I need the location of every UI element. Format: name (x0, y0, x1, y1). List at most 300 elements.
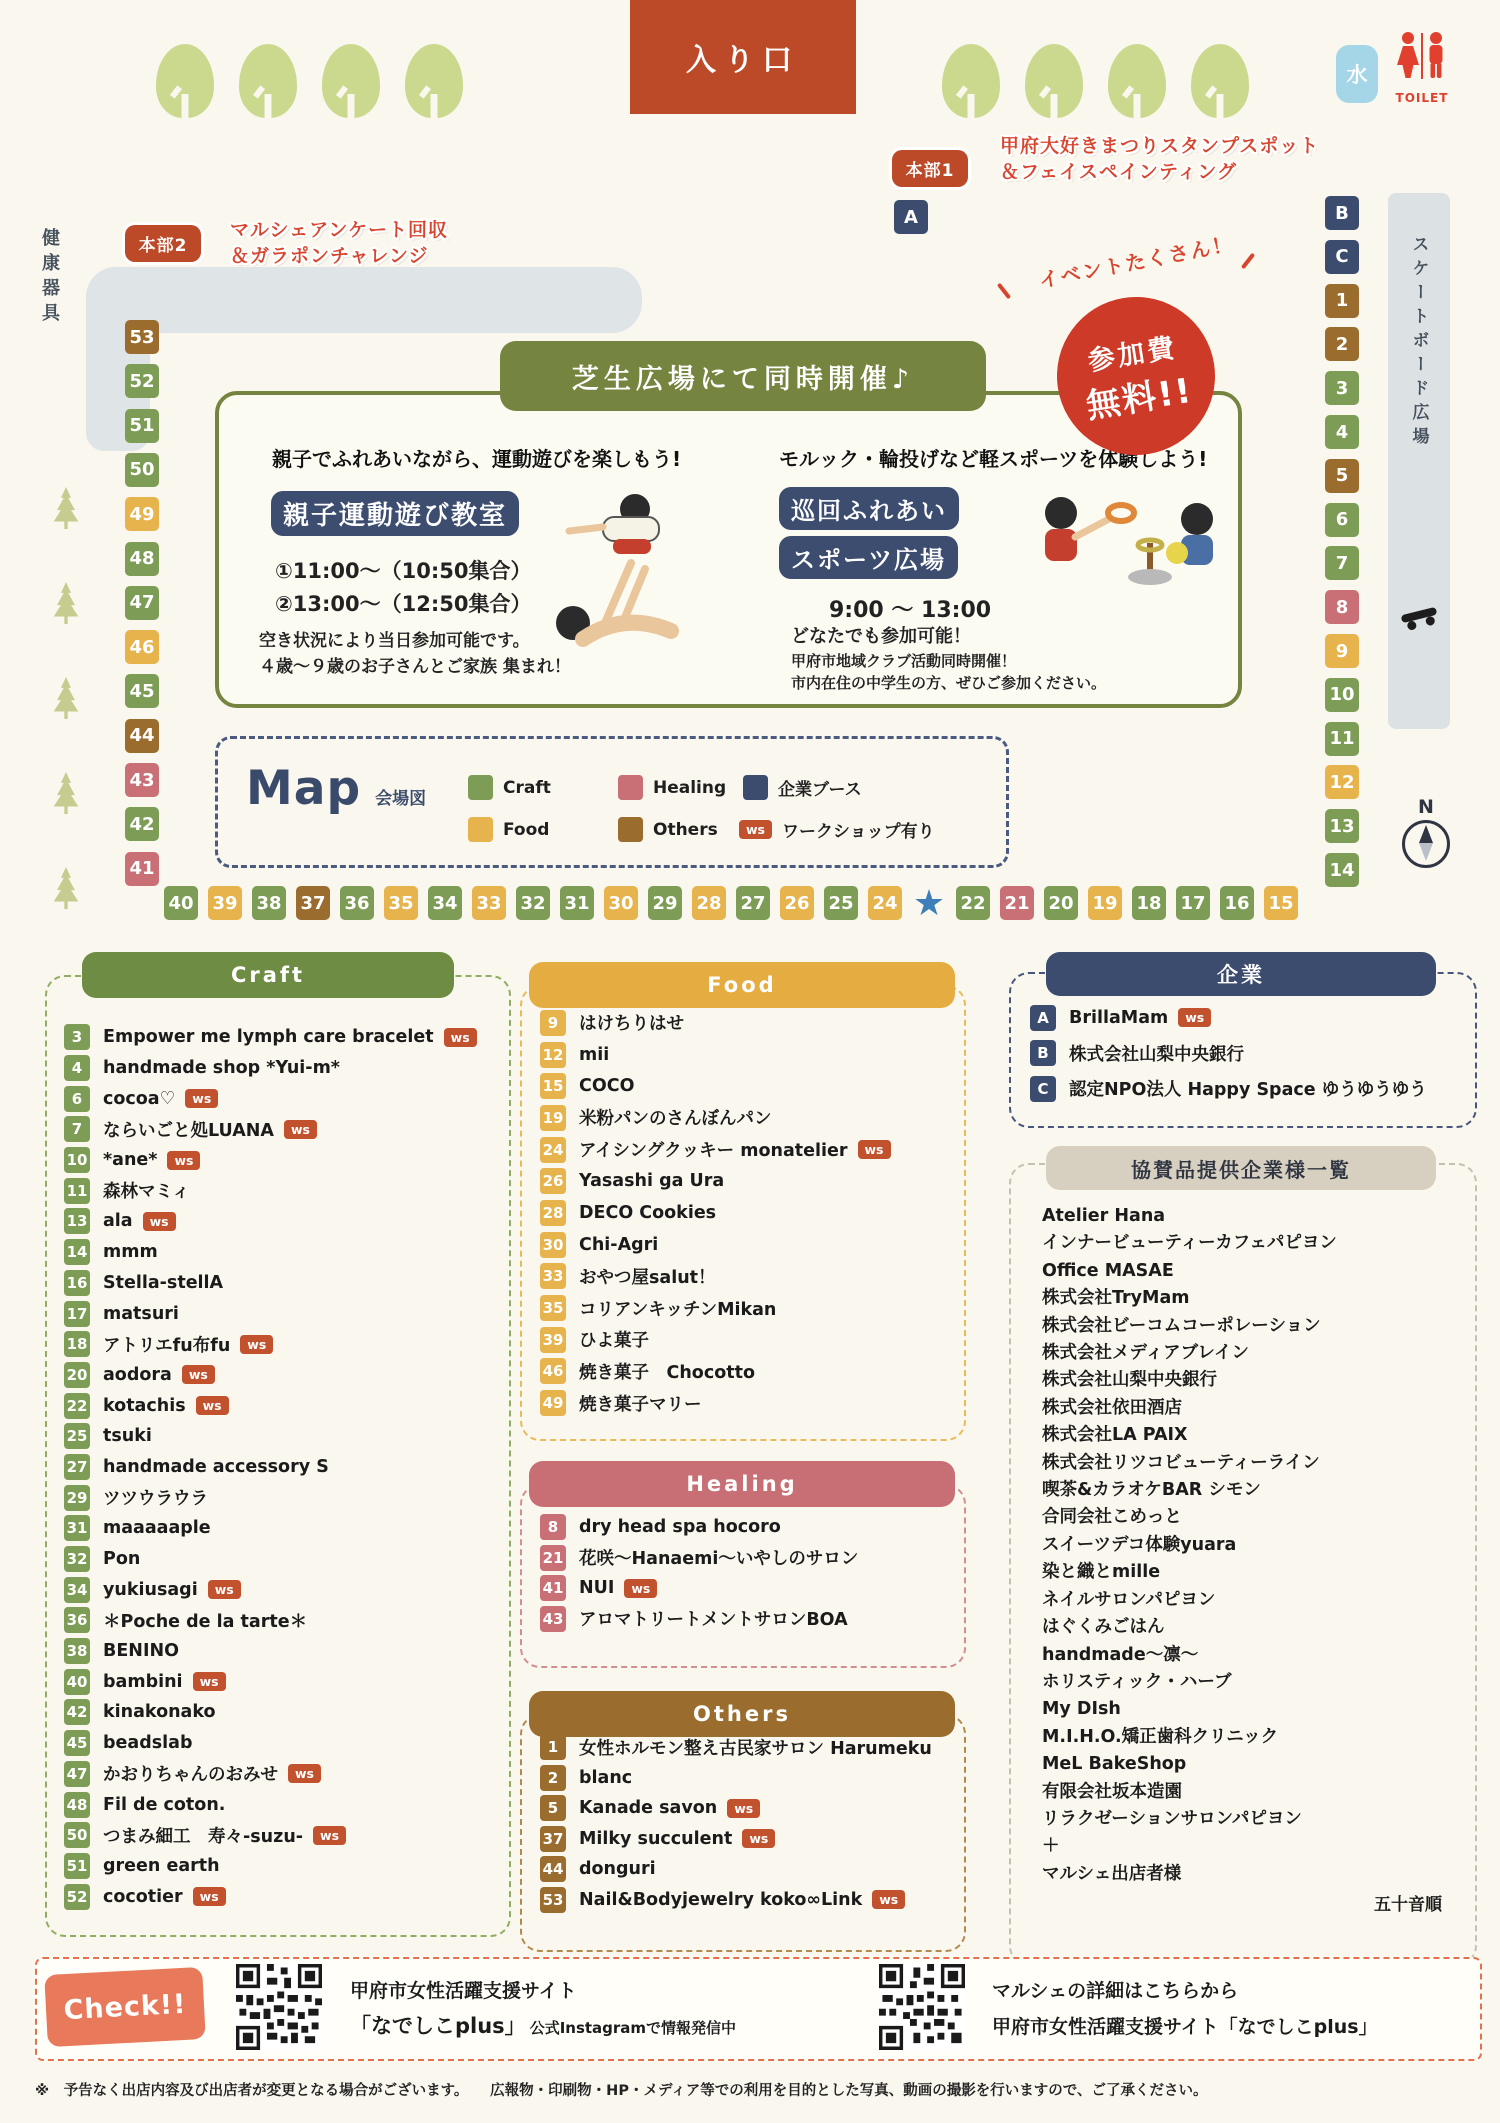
sponsor-line: リラクゼーションサロンパピヨン (1042, 1808, 1302, 1829)
booth-item-41 (540, 1573, 954, 1604)
booth-item-2 (540, 1763, 954, 1794)
ring-toss-illustration (1029, 485, 1229, 605)
booth-item-4 (64, 1053, 500, 1084)
booth-1: 1 (1325, 284, 1359, 318)
tree-icon (1191, 44, 1249, 118)
booth-8: 8 (1325, 590, 1359, 624)
booth-number-badge: 40 (64, 1669, 90, 1695)
booth-item-33 (540, 1261, 954, 1293)
workshop-chip: ws (872, 1890, 905, 1909)
booth-name: Nail&Bodyjewelry koko∞Link (579, 1889, 863, 1910)
food-list (540, 1007, 954, 1419)
booth-name: Kanade savon (579, 1798, 718, 1819)
hq2-note-line2: ＆ガラポンチャレンジ (230, 244, 429, 267)
fee-note: イベントたくさん！ (1036, 231, 1236, 293)
booth-number-badge: 34 (64, 1577, 90, 1603)
workshop-chip: ws (185, 1089, 218, 1108)
hq1-note-line1: 甲府大好きまつりスタンプスポット (1000, 135, 1320, 157)
booth-name: blanc (579, 1767, 633, 1788)
booth-item-7 (64, 1114, 500, 1145)
booth-29: 29 (648, 886, 682, 920)
booth-name: つまみ細工 寿々-suzu- (103, 1826, 304, 1847)
parent-child-illustration (539, 487, 699, 677)
sponsor-footnote: 五十音順 (1374, 1895, 1442, 1915)
booth-item-31 (64, 1513, 500, 1544)
hq1-badge: 本部1 (892, 150, 968, 187)
sponsor-line: 喫茶&カラオケBAR シモン (1042, 1480, 1261, 1501)
booth-name: 認定NPO法人 Happy Space ゆうゆうゆう (1069, 1080, 1427, 1101)
tree-icon (322, 44, 380, 118)
event-right-notes (791, 651, 1106, 695)
legend-item-food (468, 817, 549, 842)
booth-name: *ane* (103, 1150, 158, 1171)
booth-item-29 (64, 1482, 500, 1513)
skateboard-area (1388, 193, 1450, 729)
healing-swatch (618, 775, 643, 800)
tree-icon (942, 44, 1000, 118)
booth-number-badge: 38 (64, 1638, 90, 1664)
booth-name: green earth (103, 1855, 220, 1876)
booth-name: コリアンキッチンMikan (579, 1299, 777, 1320)
event-left-catch: 親子でふれあいながら、運動遊びを楽しもう! (272, 447, 682, 471)
booth-number-badge: 17 (64, 1301, 90, 1327)
event-left-time1: ①11:00～（10:50集合） (275, 559, 532, 583)
booth-number-badge: 35 (540, 1295, 566, 1321)
sponsor-line: 株式会社TryMam (1042, 1288, 1190, 1309)
event-left-note2: ４歳〜９歳のお子さんとご家族 集まれ！ (259, 656, 571, 677)
booth-14: 14 (1325, 853, 1359, 887)
booth-number-badge: 52 (64, 1884, 90, 1910)
booth-item-B (1030, 1036, 1466, 1072)
booth-32: 32 (516, 886, 550, 920)
booth-item-17 (64, 1298, 500, 1329)
booth-name: matsuri (103, 1303, 179, 1324)
booth-9: 9 (1325, 634, 1359, 668)
booth-name: Fil de coton. (103, 1794, 226, 1815)
skateboard-area-label: スケートボード広場 (1408, 235, 1429, 451)
sponsor-line: 株式会社ビーコムコーポレーション (1042, 1315, 1321, 1336)
booth-name: ひよ菓子 (579, 1331, 649, 1352)
booth-item-11 (64, 1175, 500, 1206)
event-right-catch: モルック・輪投げなど軽スポーツを体験しよう! (779, 447, 1208, 471)
corp-swatch (743, 775, 768, 800)
booth-item-48 (64, 1789, 500, 1820)
skateboard-icon (1401, 607, 1438, 623)
booth-name: ala (103, 1211, 133, 1232)
booth-item-51 (64, 1851, 500, 1882)
booth-number-badge: 24 (540, 1137, 566, 1163)
booth-3: 3 (1325, 371, 1359, 405)
booth-51: 51 (125, 409, 159, 443)
booth-name: かおりちゃんのおみせ (103, 1765, 278, 1786)
workshop-chip: ws (1178, 1008, 1211, 1027)
tree-row-right (942, 44, 1249, 118)
booth-name: handmade accessory S (103, 1456, 329, 1477)
booth-name: Pon (103, 1549, 141, 1570)
hq1-note (1000, 134, 1319, 185)
booth-item-38 (64, 1636, 500, 1667)
booth-name: 焼き菓子 Chocotto (579, 1362, 755, 1383)
booth-name: 焼き菓子マリー (579, 1394, 702, 1415)
workshop-chip: ws (624, 1579, 657, 1598)
booth-item-53 (540, 1885, 954, 1916)
booth-number-badge: 42 (64, 1699, 90, 1725)
booth-22: 22 (956, 886, 990, 920)
booth-24: 24 (868, 886, 902, 920)
booth-item-45 (64, 1728, 500, 1759)
booth-item-32 (64, 1544, 500, 1575)
booth-number-badge: 33 (540, 1263, 566, 1289)
booth-item-24 (540, 1134, 954, 1166)
decorative-tick (1241, 253, 1255, 270)
workshop-chip: ws (208, 1580, 241, 1599)
booth-number-badge: 5 (540, 1795, 566, 1821)
booth-item-19 (540, 1102, 954, 1134)
booth-number-badge: B (1030, 1040, 1056, 1066)
booth-name: ならいごと処LUANA (103, 1120, 274, 1141)
booth-number-badge: 48 (64, 1792, 90, 1818)
booth-45: 45 (125, 674, 159, 708)
legend-label: Food (503, 819, 550, 840)
corp-list (1030, 1000, 1466, 1107)
booth-name: おやつ屋salut！ (579, 1267, 716, 1288)
booth-4: 4 (1325, 415, 1359, 449)
workshop-chip: ws (284, 1120, 317, 1139)
booth-number-badge: 13 (64, 1208, 90, 1234)
workshop-swatch: ws (739, 820, 772, 839)
booth-number-badge: 7 (64, 1116, 90, 1142)
legend-item-others (618, 817, 718, 842)
booth-item-C (1030, 1071, 1466, 1107)
workshop-chip: ws (727, 1799, 760, 1818)
event-left-time2: ②13:00～（12:50集合） (275, 592, 532, 616)
booth-item-25 (64, 1421, 500, 1452)
booth-name: Milky succulent (579, 1828, 733, 1849)
booth-item-10 (64, 1145, 500, 1176)
legend-item-craft (468, 775, 551, 800)
tree-icon (156, 44, 214, 118)
booth-50: 50 (125, 453, 159, 487)
workshop-chip: ws (742, 1829, 775, 1848)
booth-49: 49 (125, 497, 159, 531)
booth-name: BrillaMam (1069, 1007, 1169, 1028)
booth-item-15 (540, 1070, 954, 1102)
booth-53: 53 (125, 320, 159, 354)
toilet-icon (1394, 30, 1450, 86)
booth-item-22 (64, 1390, 500, 1421)
sponsor-list (1042, 1203, 1454, 1888)
booth-15: 15 (1264, 886, 1298, 920)
workshop-chip: ws (182, 1365, 215, 1384)
event-right-time: 9:00 ～ 13:00 (829, 598, 992, 623)
booth-number-badge: 6 (64, 1086, 90, 1112)
booth-name: Stella-stellA (103, 1272, 224, 1293)
booth-37: 37 (296, 886, 330, 920)
booth-number-badge: 27 (64, 1454, 90, 1480)
booth-number-badge: 18 (64, 1331, 90, 1357)
booth-number-badge: 10 (64, 1147, 90, 1173)
booth-number-badge: 44 (540, 1856, 566, 1882)
booth-number-badge: A (1030, 1005, 1056, 1031)
booth-item-26 (540, 1165, 954, 1197)
booth-name: Chi-Agri (579, 1234, 659, 1255)
workshop-chip: ws (240, 1335, 273, 1354)
booth-item-42 (64, 1697, 500, 1728)
booth-44: 44 (125, 719, 159, 753)
pine-tree-icon (52, 582, 80, 624)
booth-name: 株式会社山梨中央銀行 (1069, 1044, 1244, 1065)
booth-name: mmm (103, 1242, 158, 1263)
sponsor-line: ネイルサロンパピヨン (1042, 1589, 1216, 1610)
workshop-chip: ws (167, 1151, 200, 1170)
sponsor-line: ホリスティック・ハーブ (1042, 1671, 1232, 1692)
booth-name: handmade shop *Yui-m* (103, 1058, 340, 1079)
booth-item-3 (64, 1022, 500, 1053)
booth-item-49 (540, 1387, 954, 1419)
booth-B: B (1325, 196, 1359, 230)
booth-number-badge: 1 (540, 1734, 566, 1760)
booth-name: 花咲～Hanaemi～いやしのサロン (579, 1549, 859, 1570)
details-qr-code (879, 1964, 965, 2050)
legend-item-workshop (739, 817, 935, 842)
sponsor-line: My DIsh (1042, 1699, 1121, 1720)
booth-number-badge: 46 (540, 1358, 566, 1384)
booth-item-43 (540, 1604, 954, 1635)
workshop-chip: ws (313, 1826, 346, 1845)
food-section-title: Food (529, 962, 955, 1008)
booth-number-badge: 49 (540, 1390, 566, 1416)
pine-tree-icon (52, 677, 80, 719)
toilet-label: TOILET (1395, 91, 1449, 105)
pine-tree-icon (52, 867, 80, 909)
booth-47: 47 (125, 586, 159, 620)
booth-item-6 (64, 1083, 500, 1114)
sponsor-line: handmade～凛～ (1042, 1644, 1199, 1665)
sponsor-line: Office MASAE (1042, 1260, 1174, 1281)
booth-35: 35 (384, 886, 418, 920)
booth-20: 20 (1044, 886, 1078, 920)
booth-item-39 (540, 1324, 954, 1356)
booth-name: ＊Poche de la tarte＊ (103, 1611, 308, 1632)
booth-42: 42 (125, 807, 159, 841)
booth-2: 2 (1325, 327, 1359, 361)
booth-name: cocotier (103, 1886, 183, 1907)
booth-name: アロマトリートメントサロンBOA (579, 1610, 848, 1631)
booth-28: 28 (692, 886, 726, 920)
booth-item-12 (540, 1039, 954, 1071)
booth-name: yukiusagi (103, 1579, 198, 1600)
booth-name: aodora (103, 1364, 172, 1385)
booth-38: 38 (252, 886, 286, 920)
booth-27: 27 (736, 886, 770, 920)
booth-number-badge: 15 (540, 1073, 566, 1099)
booth-21: 21 (1000, 886, 1034, 920)
booth-item-21 (540, 1543, 954, 1574)
booth-item-27 (64, 1452, 500, 1483)
booth-item-47 (64, 1759, 500, 1790)
footer-right-line2: 甲府市女性活躍支援サイト「なでしこplus」 (992, 2016, 1378, 2038)
booth-number-badge: 36 (64, 1607, 90, 1633)
booth-item-34 (64, 1574, 500, 1605)
booth-30: 30 (604, 886, 638, 920)
booth-item-46 (540, 1356, 954, 1388)
booth-name: 女性ホルモン整え古民家サロン Harumeku (579, 1738, 932, 1759)
booth-item-40 (64, 1666, 500, 1697)
healing-section-title: Healing (529, 1461, 955, 1507)
compass-icon (1402, 820, 1450, 868)
booth-name: dry head spa hocoro (579, 1517, 781, 1538)
water-station-badge: 水 (1336, 45, 1378, 103)
booth-34: 34 (428, 886, 462, 920)
disclaimer-text: ※ 予告なく出店内容及び出店者が変更となる場合がございます。 広報物・印刷物・HP・メディア等での利用を目的とした写真、動画の撮影を行いますので、ご了承ください。 (35, 2083, 1208, 2099)
booth-number-badge: 25 (64, 1423, 90, 1449)
booth-number-badge: 4 (64, 1055, 90, 1081)
booth-26: 26 (780, 886, 814, 920)
booth-number-badge: 39 (540, 1327, 566, 1353)
workshop-chip: ws (858, 1140, 891, 1159)
craft-swatch (468, 775, 493, 800)
booth-18: 18 (1132, 886, 1166, 920)
hq2-note-line1: マルシェアンケート回収 (230, 219, 449, 241)
booth-number-badge: 16 (64, 1270, 90, 1296)
legend-label: Healing (653, 777, 727, 798)
booth-C: C (1325, 240, 1359, 274)
booth-number-badge: 8 (540, 1514, 566, 1540)
booth-5: 5 (1325, 459, 1359, 493)
booth-25: 25 (824, 886, 858, 920)
wall-shape (86, 267, 642, 333)
booth-item-28 (540, 1197, 954, 1229)
sponsor-line: M.I.H.O.矯正歯科クリニック (1042, 1726, 1279, 1747)
decorative-tick (997, 283, 1011, 300)
legend-subtitle: 会場図 (375, 789, 427, 809)
booth-item-52 (64, 1881, 500, 1912)
fee-line1: 参加費 (1085, 332, 1180, 378)
booth-number-badge: 31 (64, 1515, 90, 1541)
legend-item-corp (743, 775, 862, 800)
map-legend (215, 736, 1009, 868)
booth-name: Yasashi ga Ura (579, 1171, 725, 1192)
booth-12: 12 (1325, 765, 1359, 799)
hq2-badge: 本部2 (125, 225, 201, 262)
booth-item-14 (64, 1237, 500, 1268)
others-list (540, 1732, 954, 1915)
event-left-notes (259, 629, 571, 680)
footer-right-line1: マルシェの詳細はこちらから (992, 1980, 1239, 2002)
legend-label: 企業ブース (778, 780, 862, 800)
pine-tree-icon (52, 487, 80, 529)
booth-31: 31 (560, 886, 594, 920)
booth-item-44 (540, 1854, 954, 1885)
footer-left-line2 (350, 2010, 736, 2040)
sponsor-line: ＋ (1042, 1836, 1060, 1857)
booth-name: COCO (579, 1076, 635, 1097)
booth-item-16 (64, 1268, 500, 1299)
legend-title-group (246, 761, 426, 816)
sponsor-line: Atelier Hana (1042, 1206, 1166, 1226)
booth-item-35 (540, 1292, 954, 1324)
booth-40: 40 (164, 886, 198, 920)
tree-icon (239, 44, 297, 118)
footer-left-line1: 甲府市女性活躍支援サイト (350, 1980, 577, 2002)
booth-number-badge: 53 (540, 1887, 566, 1913)
booth-number-badge: 11 (64, 1178, 90, 1204)
hq1-note-line2: ＆フェイスペインティング (1000, 160, 1237, 183)
legend-label: Others (653, 819, 718, 840)
booth-43: 43 (125, 763, 159, 797)
fee-line2: 無料!! (1083, 370, 1196, 427)
booth-item-18 (64, 1329, 500, 1360)
sponsor-line: 有限会社坂本造園 (1042, 1781, 1182, 1802)
booth-name: mii (579, 1044, 610, 1065)
others-swatch (618, 817, 643, 842)
compass-n-label: N (1418, 796, 1434, 818)
booth-name: maaaaaple (103, 1518, 211, 1539)
sponsor-line: 株式会社LA PAIX (1042, 1425, 1188, 1446)
sponsor-line: MeL BakeShop (1042, 1754, 1187, 1775)
booth-★: ★ (912, 882, 946, 924)
booth-name: bambini (103, 1671, 183, 1692)
healing-list (540, 1512, 954, 1634)
booth-17: 17 (1176, 886, 1210, 920)
booth-number-badge: 28 (540, 1200, 566, 1226)
booth-name: BENINO (103, 1641, 179, 1662)
booth-number-badge: 41 (540, 1575, 566, 1601)
booth-name: donguri (579, 1859, 656, 1880)
legend-title: Map (246, 761, 362, 816)
food-swatch (468, 817, 493, 842)
booth-number-badge: 29 (64, 1485, 90, 1511)
toilet-area (1392, 30, 1452, 105)
tree-row-left (156, 44, 463, 118)
booth-number-badge: 22 (64, 1393, 90, 1419)
sponsor-line: 株式会社山梨中央銀行 (1042, 1370, 1217, 1391)
booth-name: kinakonako (103, 1702, 216, 1723)
booth-16: 16 (1220, 886, 1254, 920)
event-left-note1: 空き状況により当日参加可能です。 (259, 631, 530, 651)
sponsor-line: 株式会社メディアブレイン (1042, 1343, 1250, 1364)
footer-left-line2-sub: 公式Instagramで情報発信中 (529, 2019, 737, 2037)
booth-item-36 (64, 1605, 500, 1636)
booth-name: アトリエfu布fu (103, 1335, 231, 1356)
booth-name: 森林マミィ (103, 1182, 190, 1203)
booth-name: DECO Cookies (579, 1202, 717, 1223)
booth-name: NUI (579, 1578, 615, 1599)
sponsor-line: 合同会社こめっと (1042, 1507, 1182, 1528)
workshop-chip: ws (143, 1212, 176, 1231)
booth-number-badge: 50 (64, 1822, 90, 1848)
booth-number-badge: 32 (64, 1546, 90, 1572)
lawn-events-title: 芝生広場にて同時開催♪ (500, 341, 986, 411)
event-left-title: 親子運動遊び教室 (271, 491, 519, 536)
booth-7: 7 (1325, 546, 1359, 580)
booth-number-badge: 43 (540, 1606, 566, 1632)
workshop-chip: ws (193, 1887, 226, 1906)
event-right-note3: 市内在住の中学生の方、ぜひご参加ください。 (791, 673, 1107, 692)
booth-number-badge: 14 (64, 1239, 90, 1265)
booth-48: 48 (125, 542, 159, 576)
booth-33: 33 (472, 886, 506, 920)
craft-section-title: Craft (82, 952, 454, 998)
event-right-title-line2: スポーツ広場 (779, 536, 958, 579)
booth-name: アイシングクッキー monatelier (579, 1141, 848, 1162)
booth-item-30 (540, 1229, 954, 1261)
booth-item-8 (540, 1512, 954, 1543)
event-right-title-line1: 巡回ふれあい (779, 487, 959, 530)
legend-label: Craft (503, 777, 551, 798)
booth-number-badge: 26 (540, 1168, 566, 1194)
sponsor-line: スイーツデコ体験yuara (1042, 1534, 1237, 1555)
